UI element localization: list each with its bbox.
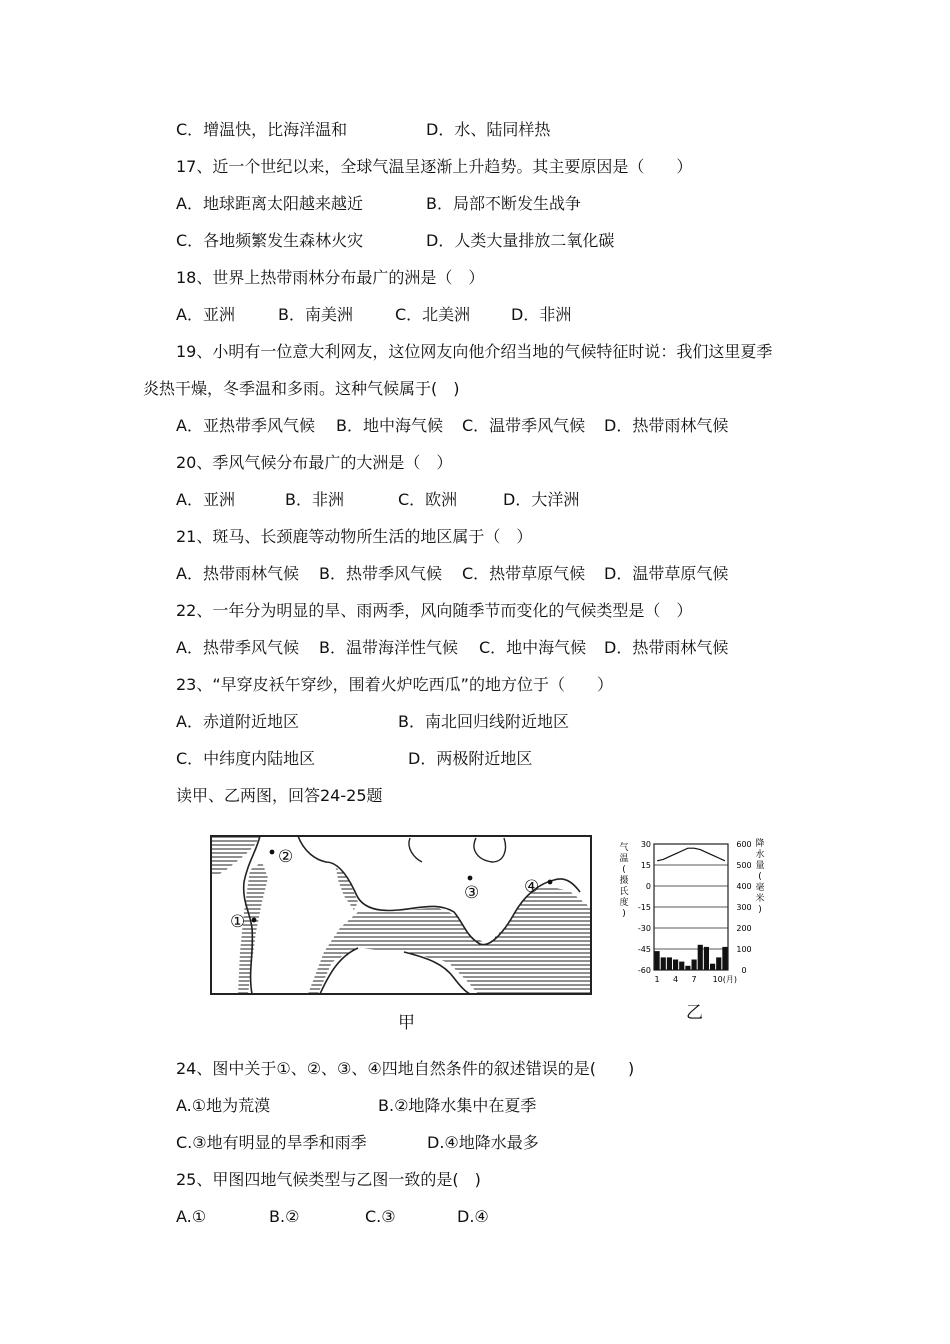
question-21: 21、斑马、长颈鹿等动物所生活的地区属于（ ） [176, 527, 533, 546]
site-2-label: ② [278, 847, 294, 867]
month-tick-label: 4 [673, 975, 679, 984]
temp-tick-label: -30 [637, 924, 651, 933]
left-axis-char: 氏 [619, 887, 629, 897]
option-c: C．温带季风气候 [462, 416, 586, 435]
site-1-label: ① [230, 912, 246, 932]
option-b: B．地中海气候 [336, 416, 443, 435]
question-24: 24、图中关于①、②、③、④四地自然条件的叙述错误的是( ) [176, 1059, 635, 1078]
temp-tick-label: -60 [637, 966, 651, 975]
option-b: B．非洲 [285, 490, 344, 509]
left-axis-char: 度 [619, 898, 629, 908]
option-c: C．欧洲 [398, 490, 458, 509]
figure-instruction: 读甲、乙两图，回答24-25题 [176, 786, 383, 805]
temp-tick-label: 30 [640, 840, 651, 849]
left-axis-char: 温 [619, 854, 629, 864]
precip-tick-label: 500 [736, 861, 752, 870]
precip-bar [698, 945, 703, 970]
option-d: D.④ [457, 1207, 489, 1226]
option-d: D．人类大量排放二氧化碳 [426, 231, 615, 250]
right-axis-char: ) [758, 905, 762, 915]
option-c: C．增温快，比海洋温和 [176, 120, 348, 139]
option-a: A．亚洲 [176, 305, 235, 324]
temp-tick-label: 0 [645, 882, 651, 891]
left-axis-char: ) [622, 909, 626, 919]
question-25: 25、甲图四地气候类型与乙图一致的是( ) [176, 1170, 481, 1189]
world-map-figure [208, 832, 594, 998]
option-a: A．亚洲 [176, 490, 235, 509]
question-17: 17、近一个世纪以来，全球气温呈逐渐上升趋势。其主要原因是（ ） [176, 157, 693, 176]
precip-bar [679, 962, 684, 970]
option-b: B．局部不断发生战争 [426, 194, 581, 213]
option-d: D．非洲 [511, 305, 572, 324]
precip-tick-label: 200 [736, 924, 752, 933]
precip-bar [685, 966, 690, 970]
precip-tick-label: 0 [741, 966, 747, 975]
left-axis-char: 摄 [619, 876, 629, 886]
precip-tick-label: 100 [736, 945, 752, 954]
option-a: A．亚热带季风气候 [176, 416, 315, 435]
site-4-dot [548, 880, 553, 885]
precip-bar [692, 960, 697, 971]
site-3-dot [468, 876, 473, 881]
right-axis-char: ( [758, 872, 762, 882]
right-axis-char: 水 [755, 850, 765, 860]
climate-chart [616, 836, 766, 986]
right-axis-char: 米 [755, 894, 765, 904]
precip-bar [661, 957, 666, 970]
left-axis-char: 气 [619, 843, 629, 853]
left-axis-char: ( [622, 865, 626, 875]
option-c: C.③地有明显的旱季和雨季 [176, 1133, 367, 1152]
question-22: 22、一年分为明显的旱、雨两季，风向随季节而变化的气候类型是（ ） [176, 601, 693, 620]
precip-bar [722, 947, 727, 970]
option-a: A.① [176, 1207, 207, 1226]
option-c: C．热带草原气候 [462, 564, 586, 583]
option-c: C．各地频繁发生森林火灾 [176, 231, 364, 250]
option-d: D．两极附近地区 [408, 749, 533, 768]
temp-tick-label: -15 [637, 903, 651, 912]
precip-tick-label: 600 [736, 840, 752, 849]
question-23: 23、“早穿皮袄午穿纱，围着火炉吃西瓜”的地方位于（ ） [176, 675, 613, 694]
right-axis-char: 量 [755, 861, 765, 871]
option-b: B．热带季风气候 [319, 564, 442, 583]
option-b: B．南北回归线附近地区 [398, 712, 569, 731]
question-20: 20、季风气候分布最广的大洲是（ ） [176, 453, 453, 472]
option-d: D．热带雨林气候 [604, 638, 729, 657]
option-a: A．热带季风气候 [176, 638, 299, 657]
temp-line [657, 848, 725, 861]
precip-bar [716, 957, 721, 970]
month-tick-label: 10(月) [712, 975, 738, 984]
precip-tick-label: 300 [736, 903, 752, 912]
site-3-label: ③ [464, 883, 480, 903]
right-axis-char: 毫 [755, 883, 765, 893]
month-tick-label: 1 [654, 975, 660, 984]
option-b: B.②地降水集中在夏季 [378, 1096, 537, 1115]
question-19-cont: 炎热干燥，冬季温和多雨。这种气候属于( ) [143, 379, 460, 398]
precip-bar [673, 960, 678, 971]
site-4-label: ④ [524, 877, 540, 897]
option-d: D．水、陆同样热 [426, 120, 551, 139]
month-tick-label: 7 [691, 975, 697, 984]
temp-tick-label: 15 [640, 861, 651, 870]
site-1-dot [252, 918, 257, 923]
option-a: A．地球距离太阳越来越近 [176, 194, 363, 213]
option-b: B．南美洲 [278, 305, 353, 324]
option-d: D．温带草原气候 [604, 564, 729, 583]
map-caption: 甲 [398, 1013, 415, 1033]
option-c: C．地中海气候 [479, 638, 587, 657]
option-c: C.③ [365, 1207, 396, 1226]
option-a: A.①地为荒漠 [176, 1096, 271, 1115]
option-c: C．中纬度内陆地区 [176, 749, 316, 768]
question-18: 18、世界上热带雨林分布最广的洲是（ ） [176, 268, 485, 287]
precip-bar [667, 957, 672, 970]
option-c: C．北美洲 [395, 305, 471, 324]
right-axis-char: 降 [755, 839, 765, 849]
precip-bar [655, 951, 660, 970]
option-d: D．大洋洲 [503, 490, 580, 509]
option-d: D.④地降水最多 [427, 1133, 539, 1152]
question-19: 19、小明有一位意大利网友，这位网友向他介绍当地的气候特征时说：我们这里夏季 [176, 342, 773, 361]
option-d: D．热带雨林气候 [604, 416, 729, 435]
precip-bar [710, 964, 715, 970]
precip-tick-label: 400 [736, 882, 752, 891]
option-a: A．热带雨林气候 [176, 564, 299, 583]
site-2-dot [270, 850, 275, 855]
option-b: B.② [269, 1207, 300, 1226]
temp-tick-label: -45 [637, 945, 651, 954]
option-a: A．赤道附近地区 [176, 712, 299, 731]
option-b: B．温带海洋性气候 [319, 638, 458, 657]
precip-bar [704, 947, 709, 970]
chart-caption: 乙 [686, 1003, 703, 1023]
